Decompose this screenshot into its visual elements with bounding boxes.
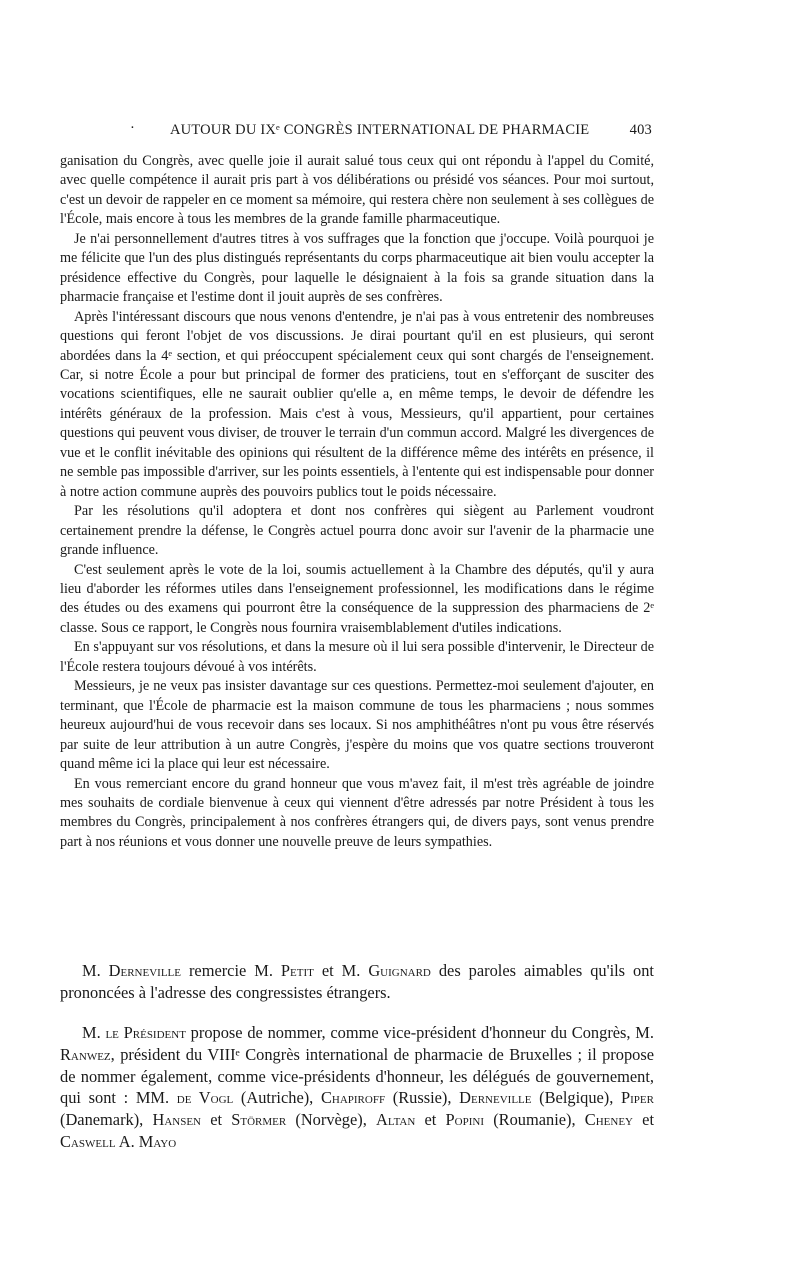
text-run: M. — [82, 1023, 106, 1042]
person-name: Popini — [445, 1110, 484, 1130]
person-name: Guignard — [368, 961, 431, 980]
text-run: (Autriche), — [233, 1088, 321, 1108]
person-name: Caswell A. Mayo — [60, 1131, 177, 1151]
speech-paragraph: En vous remerciant encore du grand honneur que vous m'avez fait, il m'est très agréable de joindre mes souhaits de cordiale bienvenue à ceux qui viennent d'être adressés par notre Président à tous les membres du Congrès, principalement à nos confrères étrangers qui, de divers pays, sont venus prendre part à nos réunions et vous donner une nouvelle preuve de leurs sympathies. — [60, 775, 654, 850]
person-name: Petit — [280, 961, 314, 980]
text-run: M. — [82, 961, 109, 980]
header-dot: · — [130, 120, 136, 136]
person-name: Chapiroff — [320, 1088, 386, 1108]
speech-paragraph: En s'appuyant sur vos résolutions, et dans la mesure où il lui sera possible d'intervenir, le Directeur de l'École restera toujours dévoué à vos intérêts. — [60, 639, 654, 675]
text-run: (Danemark), — [60, 1110, 153, 1130]
page-number: 403 — [629, 122, 652, 138]
person-name: Ranwez — [60, 1044, 111, 1064]
person-name: Hansen — [152, 1110, 201, 1130]
text-run: propose de nommer, comme vice-président d'honneur du Congrès, M. — [185, 1023, 654, 1042]
person-name: Derneville — [459, 1088, 532, 1108]
speech-paragraph: Messieurs, je ne veux pas insister davantage sur ces questions. Permettez-moi seulement d'ajouter, en terminant, que l'École de pharmacie est la maison commune de tous les pharmaciens ; nous sommes heureux aujourd'hui de vous recevoir dans ses locaux. Si nos amphithéâtres n'ont pu vous être réservés par suite de leur attribution à un autre Congrès, j'espère du moins que vos quatre sections trouveront quand même ici la place qui leur est nécessaire. — [60, 678, 654, 773]
text-run: et M. — [313, 961, 369, 980]
running-header — [60, 122, 654, 142]
text-run: et — [632, 1110, 655, 1130]
narrative-paragraph-1 — [60, 960, 654, 1004]
running-title: AUTOUR DU IXᵉ CONGRÈS INTERNATIONAL DE PHARMACIE — [170, 122, 590, 138]
text-run: , président du VIIIᵉ Congrès international de pharmacie de Bruxelles ; il propose de nommer également, comme vice-présidents d'honneur, les délégués de gouvernement, qui sont : MM. — [60, 1044, 654, 1108]
narrative-paragraph-2 — [60, 1022, 654, 1153]
person-name: Störmer — [231, 1110, 287, 1130]
person-name: de Vogl — [176, 1088, 234, 1108]
text-run: et — [201, 1110, 232, 1130]
person-name: Cheney — [584, 1110, 633, 1130]
text-run: des paroles aimables qu'ils ont prononcées à l'adresse des congressistes étrangers. — [60, 961, 654, 1002]
person-name: Piper — [621, 1088, 654, 1108]
text-run: et — [415, 1110, 446, 1130]
text-run: (Roumanie), — [484, 1110, 585, 1130]
text-run: (Norvège), — [286, 1110, 377, 1130]
person-name: le Président — [105, 1023, 186, 1042]
person-name: Altan — [376, 1110, 416, 1130]
speech-paragraph: Après l'intéressant discours que nous venons d'entendre, je n'ai pas à vous entretenir des nombreuses questions qui feront l'objet de vos discussions. Je dirai pourtant qu'il en est plusieurs, qui seront abordées dans la 4ᵉ section, et qui préoccupent spécialement ceux qui sont chargés de l'enseignement. Car, si notre École a pour but principal de former des praticiens, tout en s'efforçant de susciter des vocations scientifiques, elle ne saurait oublier qu'elle a, en même temps, le devoir de défendre les intérêts généraux de la profession. Mais c'est à vous, Messieurs, qu'il appartient, pour certaines questions qui peuvent vous diviser, de trouver le terrain d'un commun accord. Malgré les divergences de vue et le conflit inévitable des opinions qui résultent de la différence même des intérêts en présence, il ne semble pas impossible d'arriver, sur les points essentiels, à l'entente qui est indispensable pour donner à notre action commune auprès des pouvoirs publics tout le poids nécessaire. — [60, 308, 654, 500]
text-run: (Belgique), — [531, 1088, 622, 1108]
text-run: (Russie), — [385, 1088, 460, 1108]
speech-paragraph: Par les résolutions qu'il adoptera et dont nos confrères qui siègent au Parlement voudront certainement prendre la défense, le Congrès actuel pourra donc avoir sur l'avenir de la pharmacie une grande influence. — [60, 503, 654, 559]
speech-paragraph: C'est seulement après le vote de la loi, soumis actuellement à la Chambre des députés, qu'il y aura lieu d'aborder les réformes utiles dans l'enseignement professionnel, les modifications dans le régime des études ou des examens qui pourront être la conséquence de la suppression des pharmaciens de 2ᵉ classe. Sous ce rapport, le Congrès nous fournira vraisemblablement d'utiles indications. — [60, 561, 654, 636]
person-name: Derneville — [108, 961, 181, 980]
speech-paragraph: Je n'ai personnellement d'autres titres à vos suffrages que la fonction que j'occupe. Voilà pourquoi je me félicite que l'un des plus distingués représentants du corps pharmaceutique ait bien voulu accepter la présidence effective du Congrès, pour laquelle le désignaient à la fois sa grande situation dans la pharmacie française et l'estime dont il jouit auprès de ses confrères. — [60, 230, 654, 306]
speech-text — [60, 152, 654, 852]
speech-paragraph: ganisation du Congrès, avec quelle joie il aurait salué tous ceux qui ont répondu à l'appel du Comité, avec quelle compétence il aurait pris part à vos délibérations ou présidé vos séances. Pour moi surtout, c'est un devoir de rappeler en ce moment sa mémoire, qui restera chère non seulement à ses collègues de l'École, mais encore à tous les membres de la grande famille pharmaceutique. — [60, 153, 654, 228]
text-run: remercie M. — [180, 961, 281, 980]
